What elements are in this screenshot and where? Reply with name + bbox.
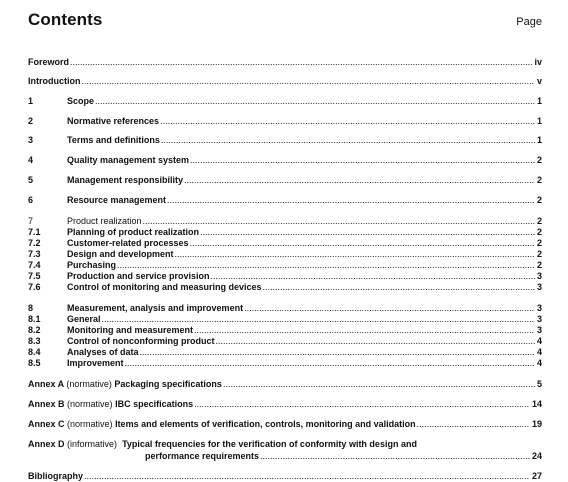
toc-entry-page: 4 bbox=[536, 347, 542, 357]
leader-dots bbox=[82, 75, 535, 87]
toc-entry-title: Measurement, analysis and improvement bbox=[67, 303, 244, 313]
toc-header bbox=[28, 0, 542, 50]
leader-dots bbox=[190, 154, 535, 166]
toc-entry-title: Production and service provision bbox=[67, 271, 210, 281]
toc-entry-page: 2 bbox=[536, 227, 542, 237]
section-number: 7.6 bbox=[28, 282, 41, 292]
toc-entry-page: 3 bbox=[536, 314, 542, 324]
leader-dots bbox=[167, 194, 535, 206]
toc-entry-page: iv bbox=[534, 57, 542, 67]
annex-label: Annex B bbox=[28, 399, 65, 409]
toc-entry-page: 27 bbox=[531, 471, 542, 481]
section-number: 7.4 bbox=[28, 260, 41, 270]
toc-entry-annex-d-cont[interactable] bbox=[28, 450, 542, 462]
toc-entry-page: 24 bbox=[531, 451, 542, 461]
toc-entry-page: 3 bbox=[536, 303, 542, 313]
toc-entry-page: 19 bbox=[531, 419, 542, 429]
toc-entry-title: Design and development bbox=[67, 249, 174, 259]
toc-entry-page: 2 bbox=[536, 260, 542, 270]
annex-type: (normative) bbox=[66, 379, 112, 389]
section-number: 7.3 bbox=[28, 249, 41, 259]
leader-dots bbox=[263, 281, 535, 293]
toc-entry-title: Bibliography bbox=[28, 471, 84, 481]
section-number: 1 bbox=[28, 96, 34, 106]
toc-entry-title: Control of nonconforming product bbox=[67, 336, 215, 346]
annex-label: Annex C bbox=[28, 419, 65, 429]
toc-entry-8-5[interactable] bbox=[28, 357, 542, 369]
page-title: Contents bbox=[28, 10, 103, 29]
annex-title: IBC specifications bbox=[115, 399, 194, 409]
toc-entry-title: Monitoring and measurement bbox=[67, 325, 194, 335]
toc-entry-annex-d[interactable] bbox=[28, 438, 542, 450]
toc-entry-introduction[interactable] bbox=[28, 75, 542, 87]
section-number: 8.3 bbox=[28, 336, 41, 346]
toc-entry-page: 2 bbox=[536, 155, 542, 165]
toc-entry-page: 1 bbox=[536, 116, 542, 126]
toc-entry-6[interactable] bbox=[28, 194, 542, 206]
toc-entry-page: 2 bbox=[536, 249, 542, 259]
toc-entry-bibliography[interactable] bbox=[28, 470, 542, 482]
toc-entry-page: 3 bbox=[536, 282, 542, 292]
toc-entry-title: Foreword bbox=[28, 57, 70, 67]
toc-entry-title: Planning of product realization bbox=[67, 227, 200, 237]
toc-entry-page: 14 bbox=[531, 399, 542, 409]
toc-entry-title: Normative references bbox=[67, 116, 160, 126]
page-column-label: Page bbox=[516, 16, 542, 28]
toc-entry-annex-b[interactable] bbox=[28, 398, 542, 410]
section-number: 7.2 bbox=[28, 238, 41, 248]
toc-entry-page: 3 bbox=[536, 325, 542, 335]
section-number: 8 bbox=[28, 303, 34, 313]
toc-entry-page: 4 bbox=[536, 336, 542, 346]
section-number: 8.2 bbox=[28, 325, 41, 335]
toc-entry-title: Customer-related processes bbox=[67, 238, 189, 248]
toc-entry-title: Product realization bbox=[67, 216, 142, 226]
toc-entry-page: 3 bbox=[536, 271, 542, 281]
toc-entry-page: 2 bbox=[536, 195, 542, 205]
toc-entry-title: Control of monitoring and measuring devices bbox=[67, 282, 262, 292]
toc-entry-title: General bbox=[67, 314, 101, 324]
toc-entry-title bbox=[28, 438, 542, 450]
toc-entry-title bbox=[28, 378, 222, 390]
leader-dots bbox=[194, 398, 530, 410]
toc-entry-3[interactable] bbox=[28, 134, 542, 146]
toc-entry-1[interactable] bbox=[28, 95, 542, 107]
section-number: 5 bbox=[28, 175, 34, 185]
leader-dots bbox=[260, 450, 530, 462]
leader-dots bbox=[95, 95, 535, 107]
toc-entry-page: 2 bbox=[536, 175, 542, 185]
toc-entry-annex-a[interactable] bbox=[28, 378, 542, 390]
toc-entry-5[interactable] bbox=[28, 174, 542, 186]
toc-entry-page: 2 bbox=[536, 216, 542, 226]
annex-type: (informative) bbox=[67, 439, 118, 449]
toc-entry-title: Terms and definitions bbox=[67, 135, 160, 145]
toc-entry-title: Improvement bbox=[67, 358, 124, 368]
leader-dots bbox=[84, 470, 530, 482]
leader-dots bbox=[223, 378, 535, 390]
toc-entry-title: Analyses of data bbox=[67, 347, 139, 357]
leader-dots bbox=[70, 56, 532, 68]
section-number: 3 bbox=[28, 135, 34, 145]
toc-entry-title: Scope bbox=[67, 96, 95, 106]
leader-dots bbox=[161, 134, 535, 146]
leader-dots bbox=[160, 115, 535, 127]
toc-entry-annex-c[interactable] bbox=[28, 418, 542, 430]
annex-label: Annex A bbox=[28, 379, 64, 389]
annex-title-line2: performance requirements bbox=[145, 451, 260, 461]
section-number: 2 bbox=[28, 116, 34, 126]
section-number: 7.5 bbox=[28, 271, 41, 281]
section-number: 8.4 bbox=[28, 347, 41, 357]
annex-type: (normative) bbox=[67, 399, 113, 409]
annex-type: (normative) bbox=[67, 419, 113, 429]
leader-dots bbox=[125, 357, 535, 369]
toc-entry-page: 1 bbox=[536, 135, 542, 145]
toc-entry-page: 4 bbox=[536, 358, 542, 368]
section-number: 7.1 bbox=[28, 227, 41, 237]
toc-entry-page: 5 bbox=[536, 379, 542, 389]
annex-title-line1: Typical frequencies for the verification of conformity with design and bbox=[122, 439, 417, 449]
toc-entry-title: Management responsibility bbox=[67, 175, 184, 185]
annex-label: Annex D bbox=[28, 439, 65, 449]
toc-entry-title: Purchasing bbox=[67, 260, 117, 270]
toc-entry-page: v bbox=[536, 76, 542, 86]
leader-dots bbox=[184, 174, 535, 186]
toc-entry-foreword[interactable] bbox=[28, 56, 542, 68]
toc-entry-title bbox=[28, 418, 416, 430]
toc-entry-title: Quality management system bbox=[67, 155, 190, 165]
section-number: 6 bbox=[28, 195, 34, 205]
toc-entry-4[interactable] bbox=[28, 154, 542, 166]
leader-dots bbox=[417, 418, 530, 430]
section-number: 8.1 bbox=[28, 314, 41, 324]
annex-title: Packaging specifications bbox=[114, 379, 222, 389]
toc-entry-page: 1 bbox=[536, 96, 542, 106]
toc-entry-title: Resource management bbox=[67, 195, 167, 205]
section-number: 4 bbox=[28, 155, 34, 165]
toc-entry-title: Introduction bbox=[28, 76, 81, 86]
toc-entry-page: 2 bbox=[536, 238, 542, 248]
toc-entry-2[interactable] bbox=[28, 115, 542, 127]
annex-title: Items and elements of verification, controls, monitoring and validation bbox=[115, 419, 416, 429]
section-number: 7 bbox=[28, 216, 34, 226]
toc-entry-title bbox=[28, 398, 193, 410]
section-number: 8.5 bbox=[28, 358, 41, 368]
toc-entry-7-6[interactable] bbox=[28, 281, 542, 293]
